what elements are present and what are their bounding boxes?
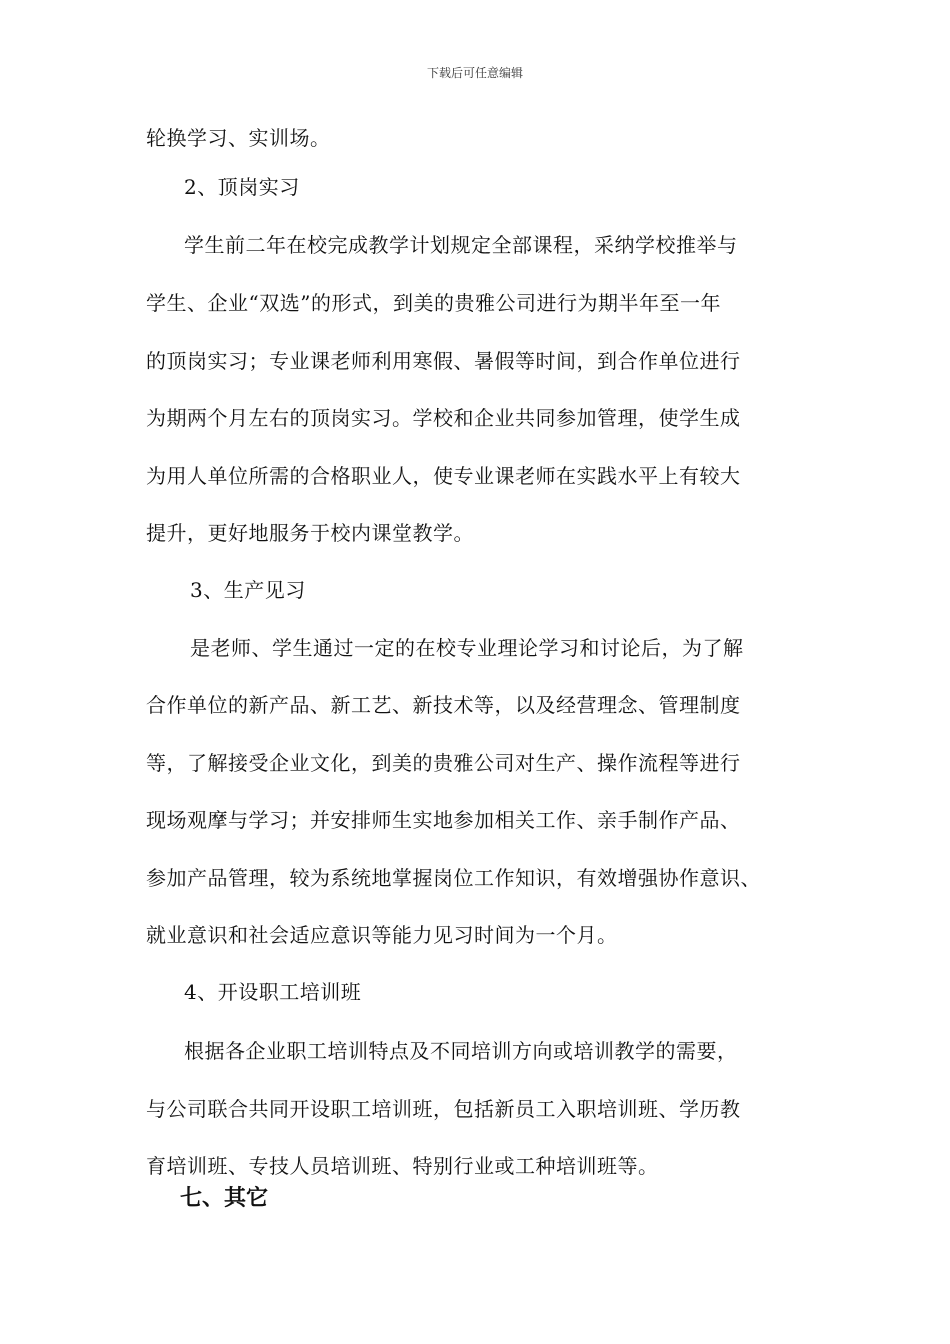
text-line: 是老师、学生通过一定的在校专业理论学习和讨论后，为了解 (190, 636, 744, 660)
text-line: 就业意识和社会适应意识等能力见习时间为一个月。 (146, 923, 618, 947)
text-line: 参加产品管理，较为系统地掌握岗位工作知识，有效增强协作意识、 (146, 866, 761, 890)
subheading-training: 4、开设职工培训班 (184, 980, 362, 1004)
text-line: 为期两个月左右的顶岗实习。学校和企业共同参加管理，使学生成 (146, 406, 741, 430)
page-header: 下载后可任意编辑 (426, 66, 523, 80)
text-line: 根据各企业职工培训特点及不同培训方向或培训教学的需要， (184, 1039, 738, 1063)
text-line: 学生前二年在校完成教学计划规定全部课程，采纳学校推举与 (184, 233, 738, 257)
text-line: 的顶岗实习；专业课老师利用寒假、暑假等时间，到合作单位进行 (146, 349, 741, 373)
text-line: 提升，更好地服务于校内课堂教学。 (146, 521, 474, 545)
text-line: 与公司联合共同开设职工培训班，包括新员工入职培训班、学历教 (146, 1097, 741, 1121)
text-line: 育培训班、专技人员培训班、特别行业或工种培训班等。 (146, 1154, 659, 1178)
text-line: 等，了解接受企业文化，到美的贵雅公司对生产、操作流程等进行 (146, 751, 741, 775)
subheading-production: 3、生产见习 (190, 578, 306, 602)
subheading-internship: 2、顶岗实习 (184, 175, 300, 199)
text-line: 轮换学习、实训场。 (146, 126, 331, 150)
section-heading: 七、其它 (180, 1186, 269, 1211)
text-line: 现场观摩与学习；并安排师生实地参加相关工作、亲手制作产品、 (146, 808, 741, 832)
text-line: 学生、企业“双选”的形式，到美的贵雅公司进行为期半年至一年 (146, 291, 721, 315)
text-line: 为用人单位所需的合格职业人，使专业课老师在实践水平上有较大 (146, 464, 741, 488)
text-line: 合作单位的新产品、新工艺、新技术等，以及经营理念、管理制度 (146, 693, 741, 717)
